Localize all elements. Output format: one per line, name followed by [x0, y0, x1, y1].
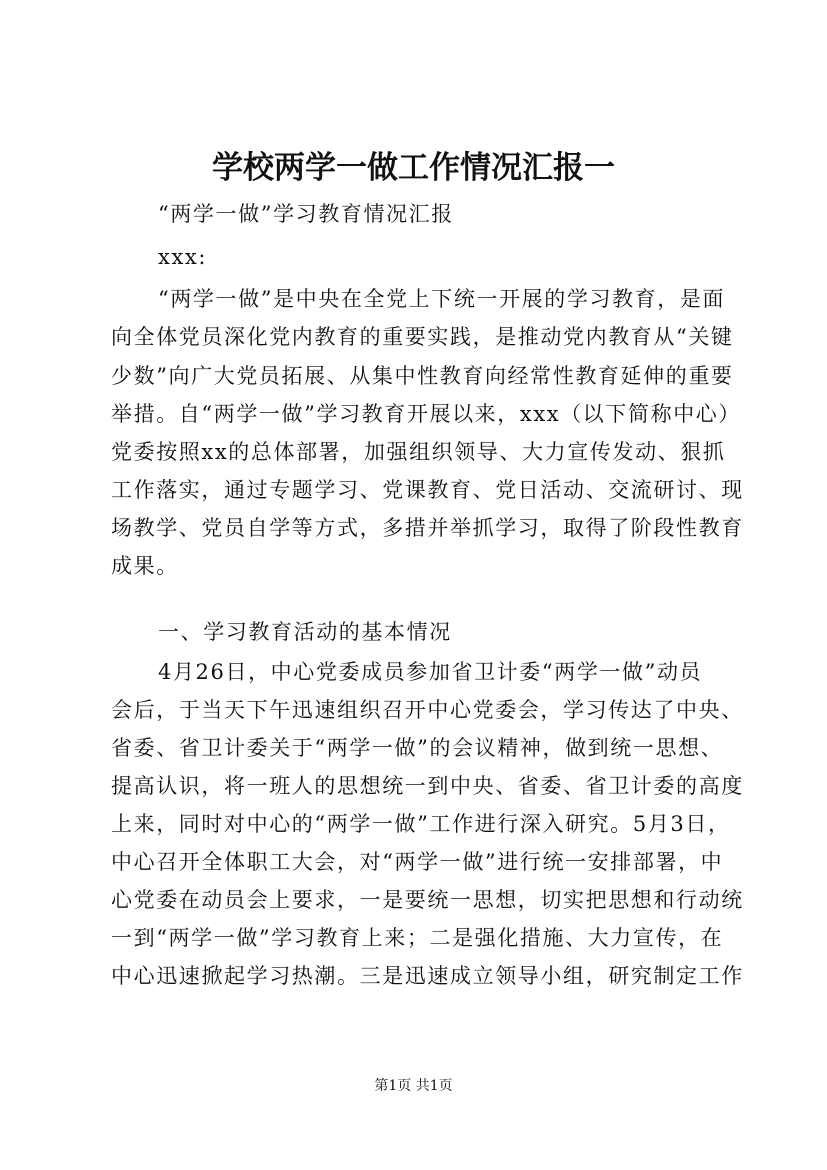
- body-line: 4月26日，中心党委成员参加省卫计委“两学一做”动员: [158, 660, 703, 684]
- body-line: 场教学、党员自学等方式，多措并举抓学习，取得了阶段性教育: [111, 516, 744, 540]
- body-line: 会后，于当天下午迅速组织召开中心党委会，学习传达了中央、: [111, 698, 744, 722]
- salutation-line: xxx:: [158, 245, 208, 269]
- body-line: 提高认识，将一班人的思想统一到中央、省委、省卫计委的高度: [111, 774, 744, 798]
- body-line: “两学一做”是中央在全党上下统一开展的学习教育，是面: [158, 287, 726, 311]
- body-line: 成果。: [111, 554, 179, 578]
- section-heading: 一、学习教育活动的基本情况: [158, 620, 452, 644]
- body-line: 少数”向广大党员拓展、从集中性教育向经常性教育延伸的重要: [111, 364, 734, 388]
- body-line: 向全体党员深化党内教育的重要实践，是推动党内教育从“关键: [111, 325, 734, 349]
- body-line: 中心召开全体职工大会，对“两学一做”进行统一安排部署，中: [111, 850, 724, 874]
- body-line: 省委、省卫计委关于“两学一做”的会议精神，做到统一思想、: [111, 736, 724, 760]
- body-line: 心党委在动员会上要求，一是要统一思想，切实把思想和行动统: [111, 888, 744, 912]
- body-line: 一到“两学一做”学习教育上来；二是强化措施、大力宣传，在: [111, 926, 724, 950]
- body-line: 工作落实，通过专题学习、党课教育、党日活动、交流研讨、现: [111, 478, 744, 502]
- document-title: 学校两学一做工作情况汇报一: [212, 150, 615, 186]
- subtitle-line: “两学一做”学习教育情况汇报: [158, 202, 454, 226]
- body-line: 举措。自“两学一做”学习教育开展以来，xxx（以下简称中心）: [111, 402, 741, 426]
- body-line: 党委按照xx的总体部署，加强组织领导、大力宣传发动、狠抓: [111, 440, 726, 464]
- page-number-footer: 第1页 共1页: [374, 1078, 453, 1094]
- body-line: 中心迅速掀起学习热潮。三是迅速成立领导小组，研究制定工作: [111, 964, 744, 988]
- body-line: 上来，同时对中心的“两学一做”工作进行深入研究。5月3日，: [111, 812, 731, 836]
